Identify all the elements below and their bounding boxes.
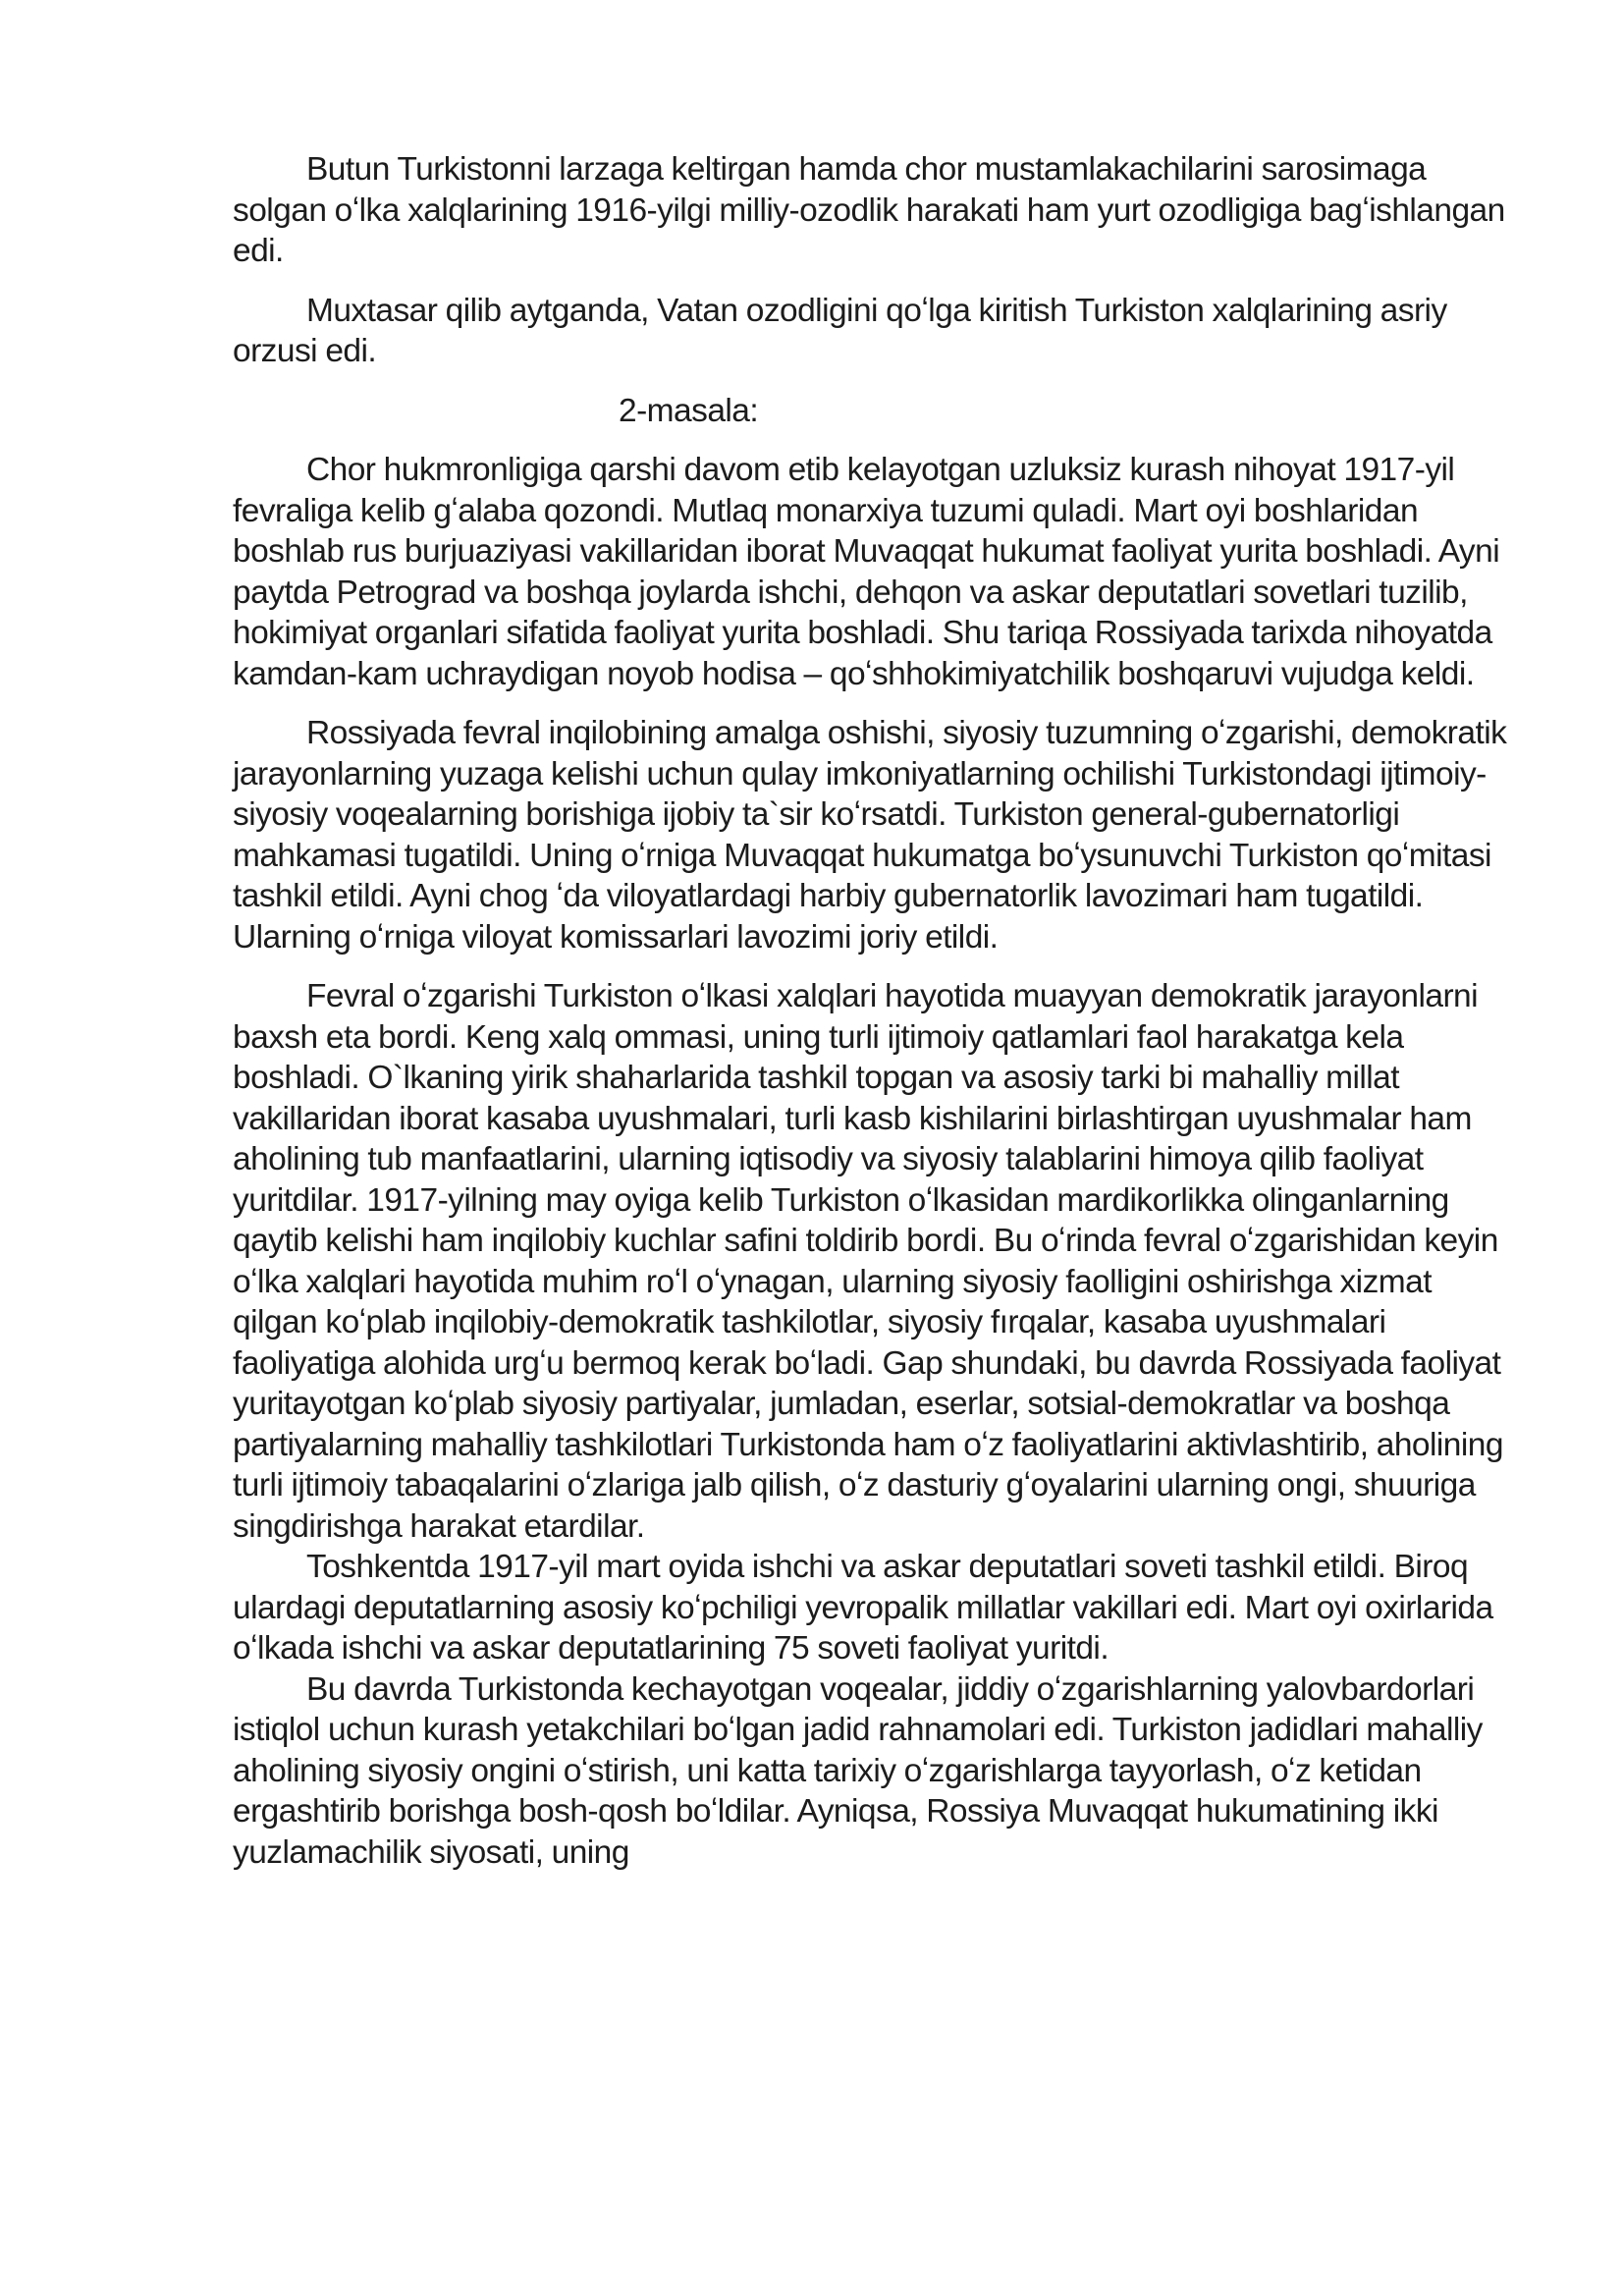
section-heading: 2-masala: [619, 392, 759, 429]
paragraph-1916-movement: Butun Turkistonni larzaga keltirgan hamda chor mustamlakachilarini sarosimaga solgan oʻlka xalqlarining 1916-yilgi milliy-ozodlik harakati ham yurt ozodligiga bagʻishlangan edi. [233, 151, 1505, 269]
paragraph-february-victory: Chor hukmronligiga qarshi davom etib kelayotgan uzluksiz kurash nihoyat 1917-yil fevraliga kelib gʻalaba qozondi. Mutlaq monarxiya tuzumi quladi. Mart oyi boshlaridan boshlab rus burjuaziyasi vakillaridan iborat Muvaqqat hukumat faoliyat yurita boshladi. Ayni paytda Petrograd va boshqa joylarda ishchi, dehqon va askar deputatlari sovetlari tuzilib, hokimiyat organlari sifatida faoliyat yurita boshladi. Shu tariqa Rossiyada tarixda nihoyatda kamdan-kam uchraydigan noyob hodisa – qoʻshhokimiyatchilik boshqaruvi vujudga keldi. [233, 452, 1500, 692]
paragraph-summary: Muxtasar qilib aytganda, Vatan ozodligini qoʻlga kiritish Turkiston xalqlarining asriy orzusi edi. [233, 292, 1447, 369]
paragraph-february-revolution-effects: Rossiyada fevral inqilobining amalga oshishi, siyosiy tuzumning oʻzgarishi, demokratik jarayonlarning yuzaga kelishi uchun qulay imkoniyatlarning ochilishi Turkistondagi ijtimoiy-siyosiy voqealarning borishiga ijobiy ta`sir koʻrsatdi. Turkiston general-gubernatorligi mahkamasi tugatildi. Uning oʻrniga Muvaqqat hukumatga boʻysunuvchi Turkiston qoʻmitasi tashkil etildi. Ayni chog ʻda viloyatlardagi harbiy gubernatorlik lavozimari ham tugatildi. Ularning oʻrniga viloyat komissarlari lavozimi joriy etildi. [233, 715, 1507, 956]
paragraph-jadids: Bu davrda Turkistonda kechayotgan voqealar, jiddiy oʻzgarishlarning yalovbardorlari istiqlol uchun kurash yetakchilari boʻlgan jadid rahnamolari edi. Turkiston jadidlari mahalliy aholining siyosiy ongini oʻstirish, uni katta tarixiy oʻzgarishlarga tayyorlash, oʻz ketidan ergashtirib borishga bosh-qosh boʻldilar. Ayniqsa, Rossiya Muvaqqat hukumatining ikki yuzlamachilik siyosati, uning [233, 1670, 1483, 1871]
document-page [233, 149, 1519, 1873]
paragraph-tashkent-soviet: Toshkentda 1917-yil mart oyida ishchi va askar deputatlari soveti tashkil etildi. Biroq ulardagi deputatlarning asosiy koʻpchiligi yevropalik millatlar vakillari edi. Mart oyi oxirlarida oʻlkada ishchi va askar deputatlarining 75 soveti faoliyat yuritdi. [233, 1549, 1493, 1667]
paragraph-democratic-processes: Fevral oʻzgarishi Turkiston oʻlkasi xalqlari hayotida muayyan demokratik jarayonlarni baxsh eta bordi. Keng xalq ommasi, uning turli ijtimoiy qatlamlari faol harakatga kela boshladi. O`lkaning yirik shaharlarida tashkil topgan va asosiy tarki bi mahalliy millat vakillaridan iborat kasaba uyushmalari, turli kasb kishilarini birlashtirgan uyushmalar ham aholining tub manfaatlarini, ularning iqtisodiy va siyosiy talablarini himoya qilib faoliyat yuritdilar. 1917-yilning may oyiga kelib Turkiston oʻlkasidan mardikorlikka olinganlarning qaytib kelishi ham inqilobiy kuchlar safini toldirib bordi. Bu oʻrinda fevral oʻzgarishidan keyin oʻlka xalqlari hayotida muhim roʻl oʻynagan, ularning siyosiy faolligini oshirishga xizmat qilgan koʻplab inqilobiy-demokratik tashkilotlar, siyosiy fırqalar, kasaba uyushmalari faoliyatiga alohida urgʻu bermoq kerak boʻladi. Gap shundaki, bu davrda Rossiyada faoliyat yuritayotgan koʻplab siyosiy partiyalar, jumladan, eserlar, sotsial-demokratlar va boshqa partiyalarning mahalliy tashkilotlari Turkistonda ham oʻz faoliyatlarini aktivlashtirib, aholining turli ijtimoiy tabaqalarini oʻzlariga jalb qilish, oʻz dasturiy gʻoyalarini ularning ongi, shuuriga singdirishga harakat etardilar. [233, 978, 1503, 1545]
